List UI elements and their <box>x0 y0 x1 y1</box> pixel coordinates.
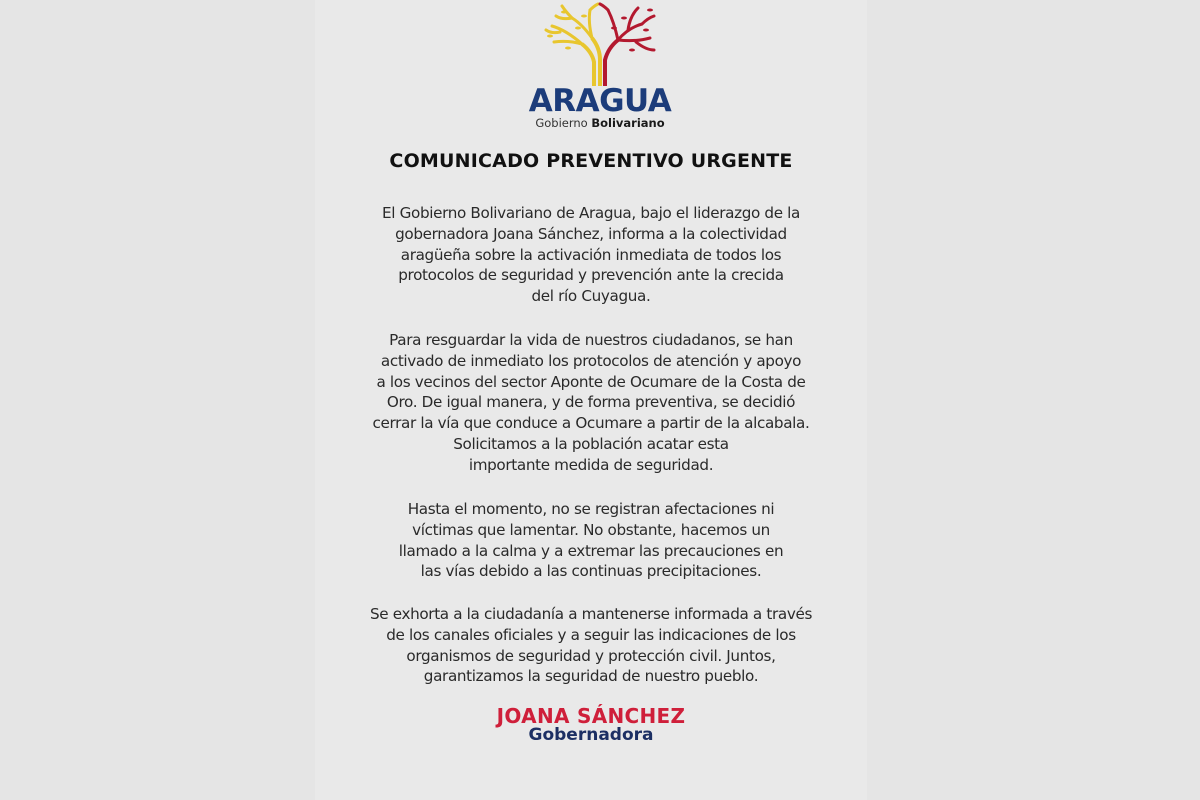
paragraph-line: las vías debido a las continuas precipitaciones. <box>420 562 762 581</box>
paragraph-3 <box>330 499 852 582</box>
brand-subtitle-bold: Bolivariano <box>591 116 665 130</box>
paragraph-line: aragüeña sobre la activación inmediata de todos los <box>400 245 782 264</box>
paragraph-line: a los vecinos del sector Aponte de Ocumare de la Costa de <box>376 372 806 391</box>
paragraph-line: del río Cuyagua. <box>531 287 651 306</box>
paragraph-line: Oro. De igual manera, y de forma preventiva, se decidió <box>386 393 796 412</box>
aragua-logo <box>520 0 680 132</box>
brand-subtitle <box>520 116 680 130</box>
paragraph-line: gobernadora Joana Sánchez, informa a la colectividad <box>395 224 787 243</box>
paragraph-line: El Gobierno Bolivariano de Aragua, bajo el liderazgo de la <box>382 204 800 222</box>
paragraph-line: Hasta el momento, no se registran afectaciones ni <box>407 500 775 518</box>
paragraph-line: importante medida de seguridad. <box>468 455 714 474</box>
tree-logo-icon <box>542 2 658 86</box>
paragraph-line: Para resguardar la vida de nuestros ciudadanos, se han <box>389 331 793 349</box>
paragraph-line: de los canales oficiales y a seguir las indicaciones de los <box>386 625 796 644</box>
paragraph-4 <box>330 604 852 687</box>
paragraph-line: organismos de seguridad y protección civil. Juntos, <box>406 646 776 665</box>
document-title: COMUNICADO PREVENTIVO URGENTE <box>389 150 793 172</box>
signature-name: JOANA SÁNCHEZ <box>496 704 686 728</box>
paragraph-line: protocolos de seguridad y prevención ante la crecida <box>398 266 784 285</box>
paragraph-1 <box>330 203 852 307</box>
paragraph-line: activado de inmediato los protocolos de atención y apoyo <box>380 351 802 370</box>
paragraph-line: Se exhorta a la ciudadanía a mantenerse informada a través <box>369 605 813 623</box>
paragraph-line: Solicitamos a la población acatar esta <box>453 434 729 453</box>
paragraph-line: cerrar la vía que conduce a Ocumare a partir de la alcabala. <box>372 414 810 433</box>
paragraph-line: llamado a la calma y a extremar las precauciones en <box>398 541 784 560</box>
brand-subtitle-regular: Gobierno <box>535 116 588 130</box>
signature-role: Gobernadora <box>528 725 654 745</box>
brand-name: ARAGUA <box>528 83 672 119</box>
paragraph-line: víctimas que lamentar. No obstante, hacemos un <box>412 520 770 539</box>
paragraph-line: garantizamos la seguridad de nuestro pueblo. <box>423 667 759 686</box>
paragraph-2 <box>330 330 852 476</box>
